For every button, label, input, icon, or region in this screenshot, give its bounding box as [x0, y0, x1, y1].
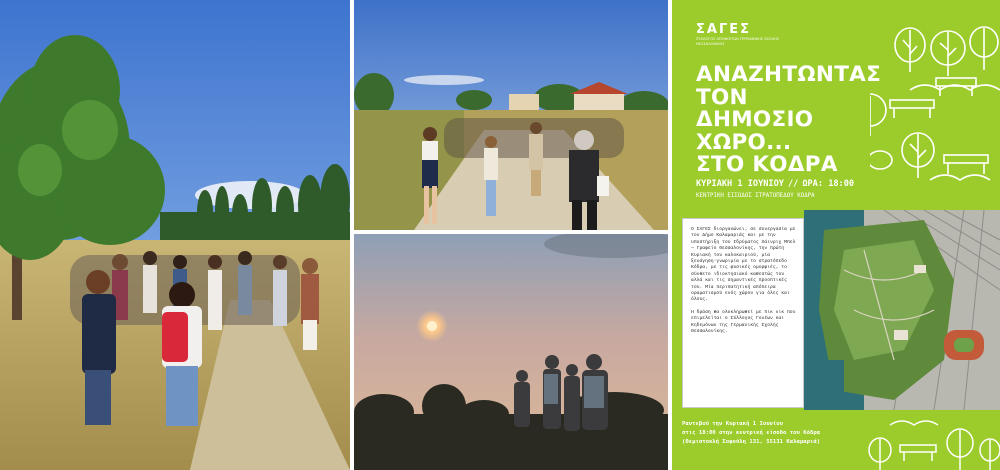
- photo-walking-path: [354, 0, 668, 230]
- event-location: ΚΕΝΤΡΙΚΗ ΕΙΣΟΔΟΣ ΣΤΡΑΤΟΠΕΔΟΥ ΚΟΔΡΑ: [696, 193, 815, 199]
- footer-line: Ραντεβού την Κυριακή 1 Ιουνίου: [682, 421, 784, 427]
- description-paragraph: Η δράση θα ολοκληρωθεί με πικ νικ που επιμελείται ο Σύλλογος Γονέων και Κηδεμόνων της Γερμανικής Σχολής Θεσσαλονίκης.: [691, 309, 796, 335]
- park-illustration-bottom: [860, 405, 1000, 470]
- event-date-time: [696, 179, 854, 189]
- logo-text: ΣΑΓΕΣ: [696, 22, 751, 37]
- event-time: ΩΡΑ: 18:00: [802, 179, 855, 189]
- title-line: ΑΝΑΖΗΤΩΝΤΑΣ: [696, 62, 882, 87]
- date-separator: //: [787, 179, 799, 189]
- footer-meeting-info: [682, 420, 862, 447]
- title-line: ΣΤΟ ΚΟΔΡΑ: [696, 152, 838, 177]
- poster-title: [696, 64, 886, 177]
- footer-line: στις 18:00 στην κεντρική είσοδο του Κόδρα: [682, 430, 821, 436]
- title-line: ΔΗΜΟΣΙΟ ΧΩΡΟ...: [696, 107, 814, 155]
- photo-group-field: [0, 0, 350, 470]
- photo-sunset: [354, 234, 668, 470]
- footer-line: (Θεμιστοκλή Σοφούλη 131, 55131 Καλαμαριά): [682, 439, 821, 445]
- title-line: ΤΟΝ: [696, 84, 748, 110]
- logo-subtitle: ΣΥΛΛΟΓΟΣ ΑΠΟΦΟΙΤΩΝ ΓΕΡΜΑΝΙΚΗΣ ΣΧΟΛΗΣ ΘΕΣΣΑΛΟΝΙΚΗΣ: [696, 37, 780, 46]
- park-illustration: [870, 10, 1000, 190]
- event-poster: [672, 0, 1000, 470]
- event-date: ΚΥΡΙΑΚΗ 1 ΙΟΥΝΙΟΥ: [696, 179, 784, 189]
- aerial-map: [804, 210, 1000, 410]
- description-box: [682, 218, 804, 408]
- description-paragraph: Ο ΣΑΓΕΣ διοργανώνει, σε συνεργασία με τον Δήμο Καλαμαριάς και με την υποστήριξη του Ιδρύματος Χάινριχ Μπελ – Γραφείο Θεσσαλονίκης, την πρώτη Κυριακή του καλοκαιριού, μία ξενάγηση-γνωριμία με το στρατόπεδο Κόδρα, με τις φυσικές ομορφιές, το σύνθετο ιδιοκτησιακό καθεστώς του αλλά και τις σημαντικές προοπτικές του. Μία περιπατητική απόπειρα οραματισμού ενός χώρου για όλες και όλους.: [691, 227, 796, 303]
- logo: [696, 22, 786, 46]
